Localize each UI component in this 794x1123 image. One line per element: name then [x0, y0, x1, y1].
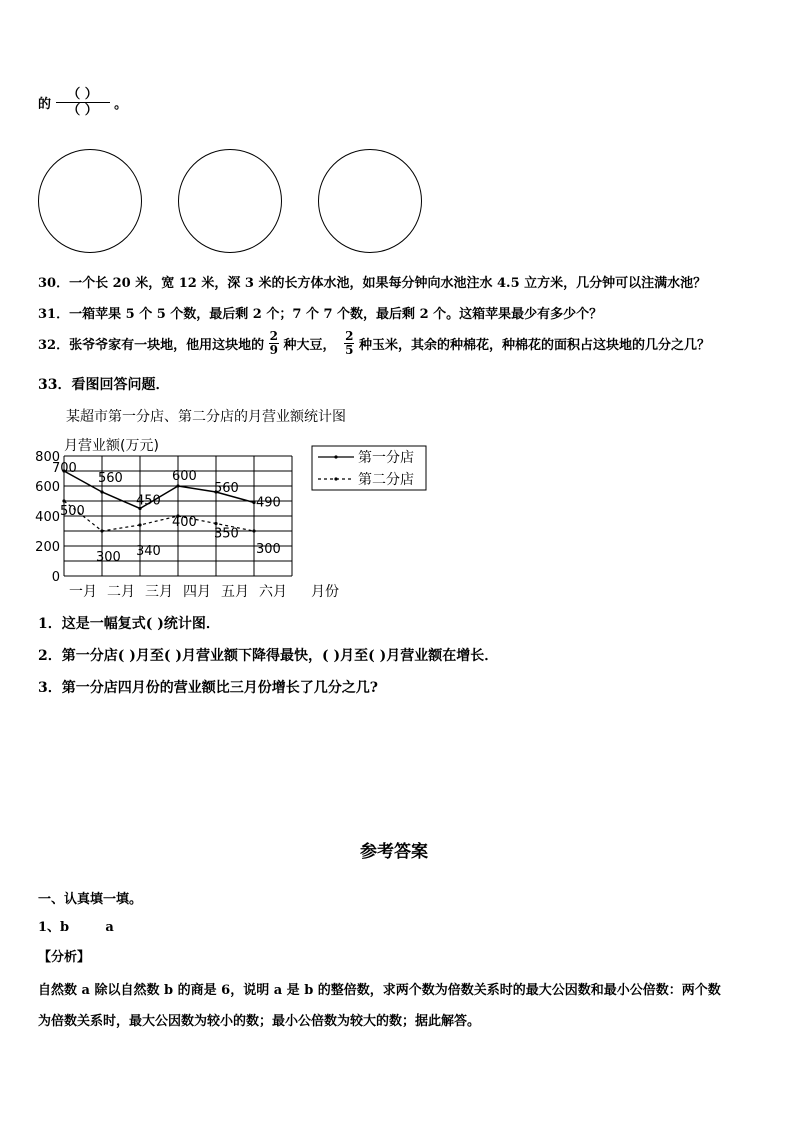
- x-tick-label: 四月: [183, 584, 211, 600]
- subquestion-3: 3．第一分店四月份的营业额比三月份增长了几分之几?: [38, 680, 378, 696]
- data-point: [100, 490, 103, 493]
- chart-legend: [312, 446, 426, 490]
- data-label: 300: [96, 550, 121, 565]
- fraction-denominator: 9: [269, 343, 278, 357]
- x-axis-label: 月份: [311, 584, 339, 600]
- blank-fraction-numerator[interactable]: （ ）: [56, 87, 110, 103]
- question-32-part-a: 32．张爷爷家有一块地，他用这块地的: [38, 338, 265, 353]
- answers-title: 参考答案: [360, 842, 428, 862]
- data-point: [138, 523, 141, 526]
- legend-marker: [334, 477, 337, 480]
- fraction-numerator: 2: [345, 329, 354, 343]
- circle-3: [318, 149, 422, 253]
- chart-title: 某超市第一分店、第二分店的月营业额统计图: [66, 409, 346, 425]
- subquestion-1: 1．这是一幅复式( )统计图．: [38, 616, 220, 632]
- y-tick-label: 600: [35, 480, 60, 495]
- x-tick-label: 二月: [107, 584, 135, 600]
- line-chart: [28, 432, 414, 602]
- blank-fraction[interactable]: [56, 87, 110, 118]
- question-32-part-c: 种玉米，其余的种棉花，种棉花的面积占这块地的几分之几？: [358, 338, 710, 353]
- data-label: 350: [214, 526, 239, 542]
- y-axis-label: 月营业额(万元): [64, 438, 159, 454]
- circle-2: [178, 149, 282, 253]
- legend-label: 第一分店: [358, 450, 414, 466]
- x-tick-label: 五月: [221, 584, 249, 600]
- question-33: 33．看图回答问题．: [38, 377, 170, 393]
- data-point: [176, 484, 179, 487]
- data-label: 600: [172, 469, 197, 484]
- data-point: [100, 529, 103, 532]
- prefix-text: 的: [38, 97, 52, 112]
- suffix-text: 。: [114, 97, 128, 112]
- data-point: [214, 522, 217, 525]
- analysis-line-1: 自然数 a 除以自然数 b 的商是 6，说明 a 是 b 的整倍数，求两个数为倍数关系时的最大公因数和最小公倍数：两个数: [38, 983, 721, 998]
- question-32: [38, 330, 710, 357]
- data-label: 450: [136, 493, 161, 509]
- answer-1: 1、b a: [38, 920, 114, 935]
- blank-fraction-denominator[interactable]: （ ）: [67, 103, 98, 118]
- data-label: 400: [172, 515, 197, 530]
- answers-section: 一、认真填一填。: [38, 892, 143, 907]
- data-label: 560: [214, 481, 239, 496]
- data-point: [62, 499, 65, 502]
- y-tick-label: 0: [51, 570, 60, 585]
- legend-label: 第二分店: [358, 472, 414, 488]
- y-tick-label: 400: [35, 510, 60, 525]
- data-point: [252, 529, 255, 532]
- circle-1: [38, 149, 142, 253]
- question-31: 31．一箱苹果 5 个 5 个数，最后剩 2 个；7 个 7 个数，最后剩 2 个。这箱苹果最少有多少个？: [38, 307, 603, 322]
- data-label: 560: [98, 471, 123, 486]
- y-tick-label: 800: [35, 450, 60, 465]
- y-tick-label: 200: [35, 540, 60, 555]
- data-label: 700: [52, 461, 77, 476]
- subquestion-2: 2．第一分店( )月至( )月营业额下降得最快，( )月至( )月营业额在增长．: [38, 648, 499, 664]
- data-label: 490: [256, 495, 281, 511]
- data-label: 500: [60, 504, 85, 519]
- chart-series: [52, 461, 281, 565]
- fraction-2-5: [344, 330, 354, 357]
- x-tick-labels: [69, 584, 287, 600]
- data-label: 300: [256, 542, 281, 557]
- fraction-numerator: 2: [269, 329, 278, 343]
- data-label: 340: [136, 544, 161, 559]
- fraction-denominator: 5: [345, 343, 354, 357]
- x-tick-label: 一月: [69, 584, 97, 600]
- x-tick-label: 六月: [259, 584, 287, 600]
- x-tick-label: 三月: [145, 584, 173, 600]
- fraction-blank-line: [38, 87, 127, 118]
- question-30: 30．一个长 20 米，宽 12 米，深 3 米的长方体水池，如果每分钟向水池注水 4.5 立方米，几分钟可以注满水池？: [38, 276, 707, 291]
- analysis-line-2: 为倍数关系时，最大公因数为较小的数；最小公倍数为较大的数；据此解答。: [38, 1014, 481, 1029]
- legend-marker: [334, 455, 337, 458]
- fraction-2-9: [269, 330, 279, 357]
- question-32-part-b: 种大豆，: [283, 338, 336, 353]
- analysis-label: 【分析】: [38, 950, 91, 965]
